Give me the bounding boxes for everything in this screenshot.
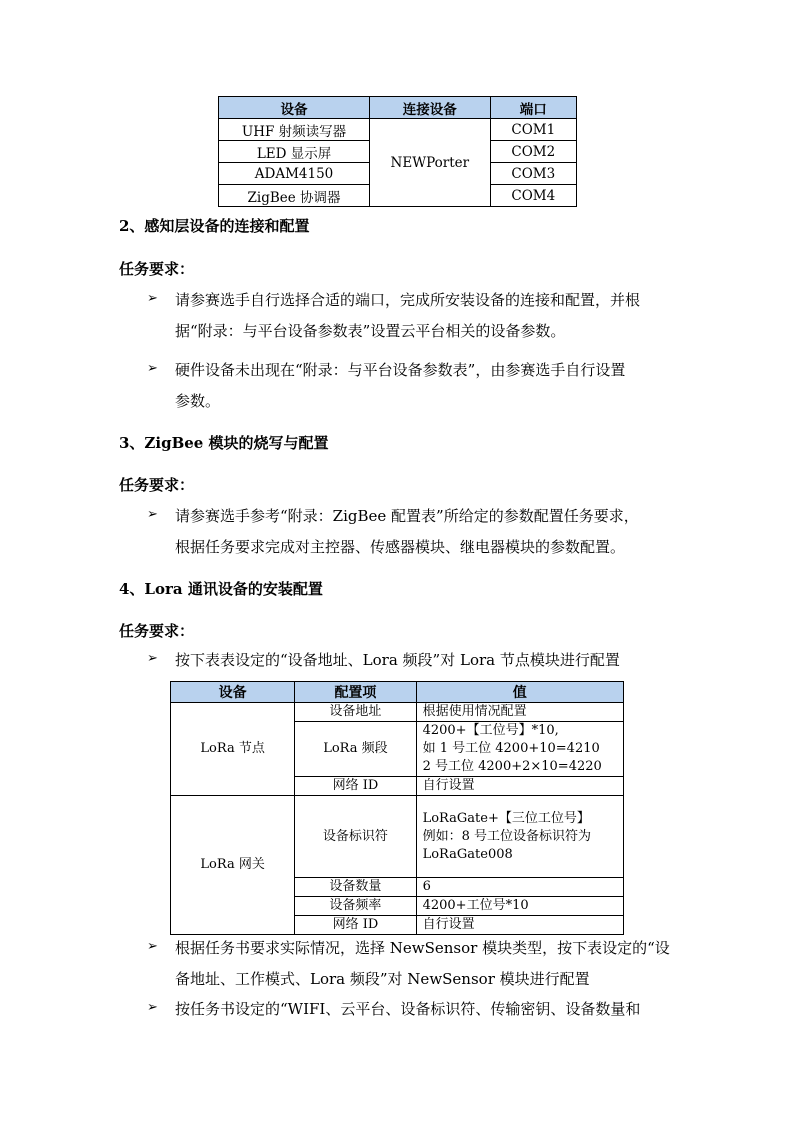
config-item-cell: 网络 ID <box>295 916 416 935</box>
value-line: LoRaGate+【三位工位号】 <box>422 810 590 826</box>
config-item-cell: 网络 ID <box>295 777 416 796</box>
lora-table-header <box>171 682 624 703</box>
section-3-title: 3、ZigBee 模块的烧写与配置 <box>119 434 329 452</box>
section-4-requirement-label: 任务要求： <box>119 622 195 640</box>
device-cell-lora-node: LoRa 节点 <box>171 703 295 796</box>
table-row <box>171 703 624 722</box>
section-4-bullet-2-line-1: 根据任务书要求实际情况，选择 NewSensor 模块类型，按下表设定的“设 <box>175 939 670 957</box>
port-table <box>218 96 577 207</box>
section-2-bullet-1-line-2: 据“附录：与平台设备参数表”设置云平台相关的设备参数。 <box>175 322 566 340</box>
section-3-requirement-label: 任务要求： <box>119 476 195 494</box>
section-4-bullet-2-line-2: 备地址、工作模式、Lora 频段”对 NewSensor 模块进行配置 <box>175 970 590 988</box>
value-cell: 6 <box>416 878 623 897</box>
bullet-icon: ➢ <box>147 651 158 666</box>
section-2-bullet-2-line-2: 参数。 <box>175 392 221 410</box>
port-cell: COM1 <box>490 119 576 141</box>
table-row <box>171 796 624 878</box>
header-config-item: 配置项 <box>295 682 416 703</box>
value-line: 4200+【工位号】*10, <box>422 723 559 738</box>
device-cell-lora-gateway: LoRa 网关 <box>171 796 295 935</box>
header-value: 值 <box>416 682 623 703</box>
table-row <box>219 119 577 141</box>
bullet-icon: ➢ <box>147 291 158 306</box>
bullet-icon: ➢ <box>147 507 158 522</box>
config-item-cell: 设备频率 <box>295 897 416 916</box>
config-item-cell: 设备数量 <box>295 878 416 897</box>
device-cell: LED 显示屏 <box>219 141 370 163</box>
section-2-title: 2、感知层设备的连接和配置 <box>119 217 310 235</box>
connect-cell: NEWPorter <box>370 119 490 207</box>
value-line: LoRaGate008 <box>422 846 513 862</box>
section-2-bullet-2-line-1: 硬件设备未出现在“附录：与平台设备参数表”，由参赛选手自行设置 <box>175 361 626 379</box>
config-item-cell: 设备地址 <box>295 703 416 722</box>
lora-config-table <box>170 681 624 935</box>
value-line: 如 1 号工位 4200+10=4210 <box>422 741 600 756</box>
value-cell: 根据使用情况配置 <box>416 703 623 722</box>
section-4-bullet-1: 按下表表设定的“设备地址、Lora 频段”对 Lora 节点模块进行配置 <box>175 651 620 669</box>
value-line: 2 号工位 4200+2×10=4220 <box>422 759 602 774</box>
port-table-header <box>219 97 577 119</box>
config-item-cell: LoRa 频段 <box>295 722 416 777</box>
bullet-icon: ➢ <box>147 939 158 954</box>
header-connect: 连接设备 <box>370 97 490 119</box>
config-item-cell: 设备标识符 <box>295 796 416 878</box>
section-2-requirement-label: 任务要求： <box>119 260 195 278</box>
section-2-bullet-1-line-1: 请参赛选手自行选择合适的端口，完成所安装设备的连接和配置，并根 <box>175 291 641 309</box>
port-cell: COM4 <box>490 185 576 207</box>
port-cell: COM2 <box>490 141 576 163</box>
value-cell: 自行设置 <box>416 916 623 935</box>
header-device: 设备 <box>171 682 295 703</box>
device-cell: UHF 射频读写器 <box>219 119 370 141</box>
device-cell: ADAM4150 <box>219 163 370 185</box>
bullet-icon: ➢ <box>147 361 158 376</box>
value-cell: 4200+工位号*10 <box>416 897 623 916</box>
section-4-title: 4、Lora 通讯设备的安装配置 <box>119 580 323 598</box>
header-device: 设备 <box>219 97 370 119</box>
value-line: 例如：8 号工位设备标识符为 <box>422 828 591 844</box>
value-cell <box>416 796 623 878</box>
value-cell: 自行设置 <box>416 777 623 796</box>
port-cell: COM3 <box>490 163 576 185</box>
device-cell: ZigBee 协调器 <box>219 185 370 207</box>
section-3-bullet-1-line-1: 请参赛选手参考“附录：ZigBee 配置表”所给定的参数配置任务要求， <box>175 507 639 525</box>
section-4-bullet-3-line-1: 按任务书设定的“WIFI、云平台、设备标识符、传输密钥、设备数量和 <box>175 1000 641 1018</box>
bullet-icon: ➢ <box>147 1000 158 1015</box>
header-port: 端口 <box>490 97 576 119</box>
section-3-bullet-1-line-2: 根据任务要求完成对主控器、传感器模块、继电器模块的参数配置。 <box>175 538 626 556</box>
value-cell <box>416 722 623 777</box>
